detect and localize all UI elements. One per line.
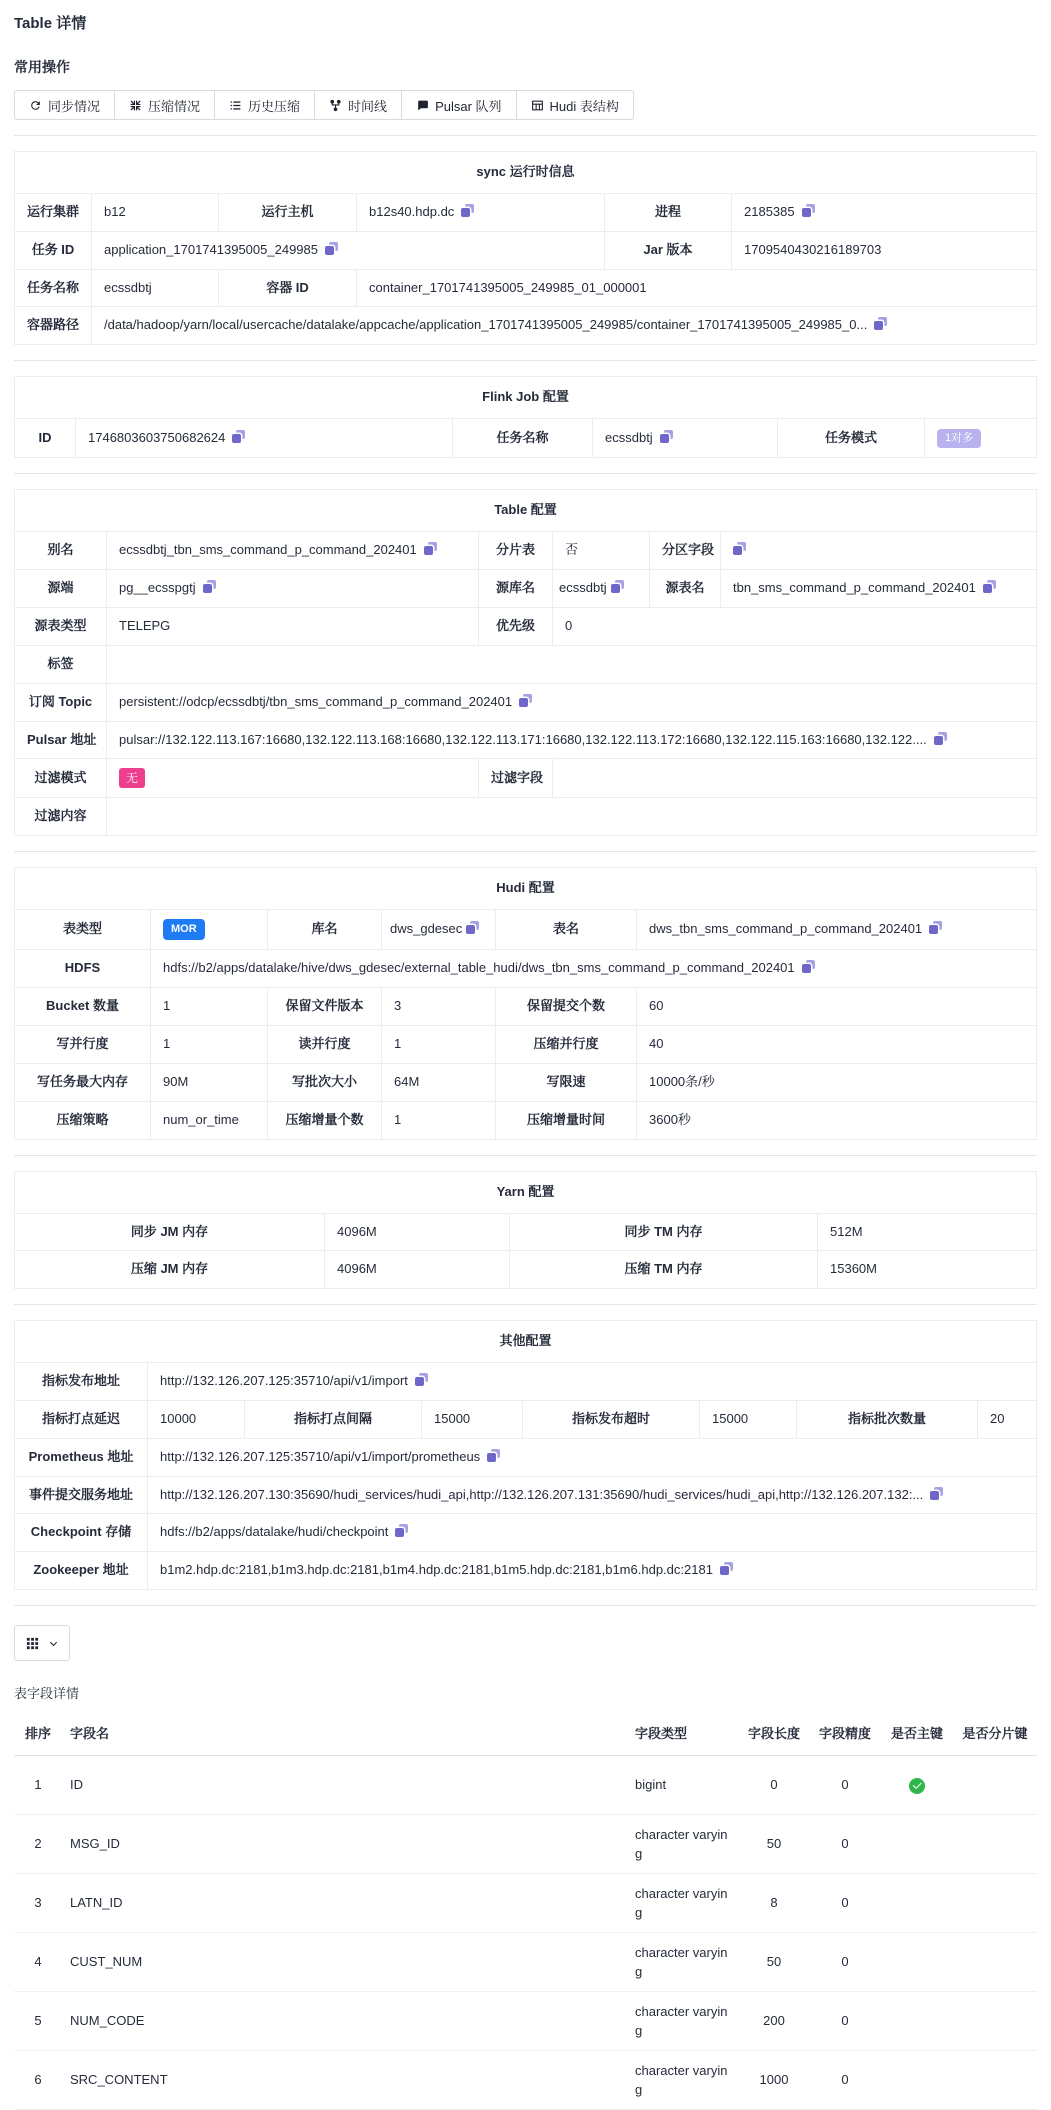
cell-name: MSG_ID	[62, 1815, 627, 1874]
field-label: 过滤模式	[15, 759, 107, 798]
field-label: 容器路径	[15, 307, 92, 345]
field-label: 分片表	[479, 532, 553, 570]
copy-icon[interactable]	[929, 921, 943, 935]
field-value	[107, 798, 1037, 836]
field-label: 库名	[268, 910, 382, 950]
field-value	[553, 759, 1037, 798]
table-row	[14, 1933, 1037, 1992]
field-label: 压缩并行度	[496, 1026, 637, 1064]
field-value: 20	[978, 1400, 1037, 1438]
field-label: 任务名称	[453, 419, 593, 458]
field-value: 1709540430216189703	[732, 231, 1037, 269]
cell-shard	[953, 1874, 1037, 1933]
cell-type: character varying	[627, 1992, 739, 2051]
copy-icon[interactable]	[461, 204, 475, 218]
button-label: 同步情况	[48, 98, 101, 114]
button-label: Hudi 表结构	[549, 98, 619, 114]
flink-job-table	[14, 376, 1037, 458]
table-config-table	[14, 489, 1037, 836]
field-label: 标签	[15, 645, 107, 683]
field-label: 源库名	[479, 570, 553, 608]
field-label: 压缩策略	[15, 1101, 151, 1139]
cell-primary	[881, 1992, 953, 2051]
copy-icon[interactable]	[983, 580, 997, 594]
field-label: 保留文件版本	[268, 988, 382, 1026]
field-value: b1m2.hdp.dc:2181,b1m3.hdp.dc:2181,b1m4.hdp.dc:2181,b1m5.hdp.dc:2181,b1m6.hdp.dc:2181	[148, 1552, 1037, 1590]
field-label: Jar 版本	[605, 231, 732, 269]
field-label: 压缩 JM 内存	[15, 1251, 325, 1289]
field-value: 60	[637, 988, 1037, 1026]
field-value	[721, 532, 1037, 570]
field-value: hdfs://b2/apps/datalake/hudi/checkpoint	[148, 1514, 1037, 1552]
field-label: 写任务最大内存	[15, 1063, 151, 1101]
field-label: 运行集群	[15, 193, 92, 231]
field-label: 指标发布地址	[15, 1363, 148, 1401]
field-label: 写并行度	[15, 1026, 151, 1064]
cell-primary	[881, 1874, 953, 1933]
cell-primary	[881, 2051, 953, 2110]
copy-icon[interactable]	[802, 204, 816, 218]
field-value: 15000	[700, 1400, 797, 1438]
other-config-table	[14, 1320, 1037, 1590]
copy-icon[interactable]	[930, 1487, 944, 1501]
section-title: Hudi 配置	[15, 868, 1037, 910]
chevron-down-icon	[48, 1638, 59, 1649]
field-label: 事件提交服务地址	[15, 1476, 148, 1514]
field-value: dws_tbn_sms_command_p_command_202401	[637, 910, 1037, 950]
copy-icon[interactable]	[232, 430, 246, 444]
field-value: /data/hadoop/yarn/local/usercache/datalake/appcache/application_1701741395005_249985/container_1701741395005_249985_0...	[92, 307, 1037, 345]
field-label: ID	[15, 419, 76, 458]
field-value: num_or_time	[151, 1101, 268, 1139]
section-divider	[14, 1155, 1037, 1156]
table-type-badge: MOR	[163, 919, 205, 940]
common-ops-heading: 常用操作	[14, 59, 70, 75]
table-fields-table	[14, 1710, 1037, 2110]
sync-status-button[interactable]	[14, 90, 115, 120]
cell-precision: 0	[809, 1992, 881, 2051]
field-value: pulsar://132.122.113.167:16680,132.122.113.168:16680,132.122.113.171:16680,132.122.113.172:16680,132.122.115.163:16680,132.122....	[107, 721, 1037, 759]
column-header: 字段精度	[809, 1710, 881, 1756]
field-value: ecssdbtj	[593, 419, 778, 458]
cell-precision: 0	[809, 1756, 881, 1815]
field-value: 1	[382, 1101, 496, 1139]
cell-primary	[881, 1933, 953, 1992]
column-header: 排序	[14, 1710, 62, 1756]
section-divider	[14, 1605, 1037, 1606]
ops-button-group	[14, 90, 634, 120]
sync-icon	[29, 99, 42, 112]
table-row	[14, 1756, 1037, 1815]
section-title: sync 运行时信息	[15, 152, 1037, 194]
cell-primary	[881, 1756, 953, 1815]
sync-runtime-table	[14, 151, 1037, 345]
column-header: 字段长度	[739, 1710, 809, 1756]
field-label: 写限速	[496, 1063, 637, 1101]
field-value: 40	[637, 1026, 1037, 1064]
field-value: 10000条/秒	[637, 1063, 1037, 1101]
field-value: 2185385	[732, 193, 1037, 231]
hudi-config-table	[14, 867, 1037, 1139]
field-value: 1	[382, 1026, 496, 1064]
field-value: 0	[553, 607, 1037, 645]
copy-icon[interactable]	[424, 542, 438, 556]
cell-length: 0	[739, 1756, 809, 1815]
copy-icon[interactable]	[325, 242, 339, 256]
field-value: TELEPG	[107, 607, 479, 645]
copy-icon[interactable]	[660, 430, 674, 444]
copy-icon[interactable]	[203, 580, 217, 594]
button-label: 历史压缩	[248, 98, 301, 114]
section-title: 其他配置	[15, 1321, 1037, 1363]
primary-key-check-icon	[909, 1778, 925, 1794]
field-value: b12	[92, 193, 219, 231]
compress-icon	[129, 99, 142, 112]
yarn-config-table	[14, 1171, 1037, 1290]
field-value	[925, 419, 1037, 458]
cell-type: character varying	[627, 2051, 739, 2110]
field-label: 保留提交个数	[496, 988, 637, 1026]
timeline-icon	[329, 99, 342, 112]
field-value: 4096M	[325, 1213, 510, 1251]
cell-precision: 0	[809, 1933, 881, 1992]
cell-precision: 0	[809, 1815, 881, 1874]
field-value: http://132.126.207.125:35710/api/v1/import/prometheus	[148, 1438, 1037, 1476]
cell-shard	[953, 1815, 1037, 1874]
timeline-button[interactable]	[315, 90, 402, 120]
table-row	[14, 1815, 1037, 1874]
column-header: 是否分片键	[953, 1710, 1037, 1756]
cell-order: 6	[14, 2051, 62, 2110]
cell-name: ID	[62, 1756, 627, 1815]
field-label: Zookeeper 地址	[15, 1552, 148, 1590]
field-value: 4096M	[325, 1251, 510, 1289]
copy-icon[interactable]	[720, 1562, 734, 1576]
section-title: Yarn 配置	[15, 1171, 1037, 1213]
copy-icon[interactable]	[611, 580, 625, 594]
field-value: dws_gdesec	[382, 910, 496, 950]
field-value: http://132.126.207.130:35690/hudi_services/hudi_api,http://132.126.207.131:35690/hudi_services/hudi_api,http://132.126.207.132:...	[148, 1476, 1037, 1514]
compress-status-button[interactable]	[115, 90, 215, 120]
section-divider	[14, 135, 1037, 136]
field-value	[107, 759, 479, 798]
pulsar-queue-button[interactable]	[402, 90, 516, 120]
copy-icon[interactable]	[802, 960, 816, 974]
section-title: Table 配置	[15, 490, 1037, 532]
field-value: pg__ecsspgtj	[107, 570, 479, 608]
table-row	[14, 2051, 1037, 2110]
cell-type: character varying	[627, 1933, 739, 1992]
field-label: 分区字段	[650, 532, 721, 570]
field-value: http://132.126.207.125:35710/api/v1/import	[148, 1363, 1037, 1401]
cell-length: 8	[739, 1874, 809, 1933]
copy-icon[interactable]	[395, 1524, 409, 1538]
hudi-schema-button[interactable]	[517, 90, 634, 120]
field-label: 进程	[605, 193, 732, 231]
cell-order: 3	[14, 1874, 62, 1933]
copy-icon[interactable]	[487, 1449, 501, 1463]
column-settings-dropdown[interactable]	[14, 1625, 70, 1661]
task-mode-badge: 1对多	[937, 429, 981, 448]
field-label: 优先级	[479, 607, 553, 645]
cell-name: LATN_ID	[62, 1874, 627, 1933]
field-label: 运行主机	[219, 193, 357, 231]
field-value: 否	[553, 532, 650, 570]
cell-order: 2	[14, 1815, 62, 1874]
field-label: 同步 JM 内存	[15, 1213, 325, 1251]
field-value: 3	[382, 988, 496, 1026]
grid-icon	[25, 1636, 40, 1651]
field-label: 指标批次数量	[797, 1400, 978, 1438]
field-value: tbn_sms_command_p_command_202401	[721, 570, 1037, 608]
cell-precision: 0	[809, 2051, 881, 2110]
field-label: Pulsar 地址	[15, 721, 107, 759]
copy-icon[interactable]	[733, 542, 747, 556]
cell-length: 50	[739, 1815, 809, 1874]
filter-mode-badge: 无	[119, 768, 145, 788]
cell-shard	[953, 1756, 1037, 1815]
field-label: 压缩增量个数	[268, 1101, 382, 1139]
cell-order: 4	[14, 1933, 62, 1992]
field-label: 压缩 TM 内存	[510, 1251, 818, 1289]
cell-shard	[953, 2051, 1037, 2110]
column-header: 字段名	[62, 1710, 627, 1756]
field-value: 1	[151, 988, 268, 1026]
field-label: Bucket 数量	[15, 988, 151, 1026]
field-value: 15000	[422, 1400, 523, 1438]
message-icon	[416, 99, 429, 112]
field-label: 表类型	[15, 910, 151, 950]
section-divider	[14, 1304, 1037, 1305]
field-label: 别名	[15, 532, 107, 570]
field-label: Prometheus 地址	[15, 1438, 148, 1476]
cell-type: bigint	[627, 1756, 739, 1815]
cell-primary	[881, 1815, 953, 1874]
field-label: 源表名	[650, 570, 721, 608]
cell-shard	[953, 1992, 1037, 2051]
copy-icon[interactable]	[415, 1373, 429, 1387]
cell-type: character varying	[627, 1815, 739, 1874]
copy-icon[interactable]	[874, 317, 888, 331]
field-label: 写批次大小	[268, 1063, 382, 1101]
table-row	[14, 1992, 1037, 2051]
table-row	[14, 1874, 1037, 1933]
field-value: 15360M	[818, 1251, 1037, 1289]
field-value: b12s40.hdp.dc	[357, 193, 605, 231]
field-label: 压缩增量时间	[496, 1101, 637, 1139]
field-value	[151, 910, 268, 950]
section-divider	[14, 851, 1037, 852]
field-value: 3600秒	[637, 1101, 1037, 1139]
field-label: 源端	[15, 570, 107, 608]
field-label: 同步 TM 内存	[510, 1213, 818, 1251]
history-compaction-button[interactable]	[215, 90, 315, 120]
field-label: Checkpoint 存储	[15, 1514, 148, 1552]
field-value: persistent://odcp/ecssdbtj/tbn_sms_command_p_command_202401	[107, 683, 1037, 721]
field-label: 读并行度	[268, 1026, 382, 1064]
field-label: 订阅 Topic	[15, 683, 107, 721]
button-label: 时间线	[348, 98, 388, 114]
field-value: 90M	[151, 1063, 268, 1101]
button-label: 压缩情况	[148, 98, 201, 114]
section-title: Flink Job 配置	[15, 377, 1037, 419]
field-label: 任务模式	[778, 419, 925, 458]
fields-heading: 表字段详情	[14, 1686, 80, 1702]
field-value: ecssdbtj_tbn_sms_command_p_command_202401	[107, 532, 479, 570]
page-title: Table 详情	[14, 15, 87, 32]
button-label: Pulsar 队列	[435, 98, 502, 114]
field-label: 过滤内容	[15, 798, 107, 836]
field-label: 任务 ID	[15, 231, 92, 269]
field-value: 10000	[148, 1400, 245, 1438]
column-header: 是否主键	[881, 1710, 953, 1756]
cell-order: 1	[14, 1756, 62, 1815]
field-value: container_1701741395005_249985_01_000001	[357, 269, 1037, 307]
field-label: 指标发布超时	[523, 1400, 700, 1438]
cell-name: NUM_CODE	[62, 1992, 627, 2051]
field-value: 512M	[818, 1213, 1037, 1251]
field-label: 表名	[496, 910, 637, 950]
copy-icon[interactable]	[466, 921, 480, 935]
table-header-row	[14, 1710, 1037, 1756]
cell-type: character varying	[627, 1874, 739, 1933]
field-label: 过滤字段	[479, 759, 553, 798]
cell-length: 50	[739, 1933, 809, 1992]
column-header: 字段类型	[627, 1710, 739, 1756]
list-icon	[229, 99, 242, 112]
field-value: hdfs://b2/apps/datalake/hive/dws_gdesec/external_table_hudi/dws_tbn_sms_command_p_command_202401	[151, 950, 1037, 988]
cell-name: CUST_NUM	[62, 1933, 627, 1992]
section-divider	[14, 473, 1037, 474]
field-value: ecssdbtj	[92, 269, 219, 307]
field-value: 1746803603750682624	[76, 419, 453, 458]
copy-icon[interactable]	[519, 694, 533, 708]
cell-length: 200	[739, 1992, 809, 2051]
field-label: 源表类型	[15, 607, 107, 645]
field-label: 指标打点间隔	[245, 1400, 422, 1438]
field-label: 指标打点延迟	[15, 1400, 148, 1438]
cell-order: 5	[14, 1992, 62, 2051]
field-label: 任务名称	[15, 269, 92, 307]
copy-icon[interactable]	[934, 732, 948, 746]
field-value: 1	[151, 1026, 268, 1064]
cell-name: SRC_CONTENT	[62, 2051, 627, 2110]
field-value	[107, 645, 1037, 683]
field-value: 64M	[382, 1063, 496, 1101]
field-label: 容器 ID	[219, 269, 357, 307]
field-label: HDFS	[15, 950, 151, 988]
table-icon	[531, 99, 544, 112]
cell-shard	[953, 1933, 1037, 1992]
cell-length: 1000	[739, 2051, 809, 2110]
field-value: ecssdbtj	[553, 570, 650, 608]
section-divider	[14, 360, 1037, 361]
field-value: application_1701741395005_249985	[92, 231, 605, 269]
cell-precision: 0	[809, 1874, 881, 1933]
